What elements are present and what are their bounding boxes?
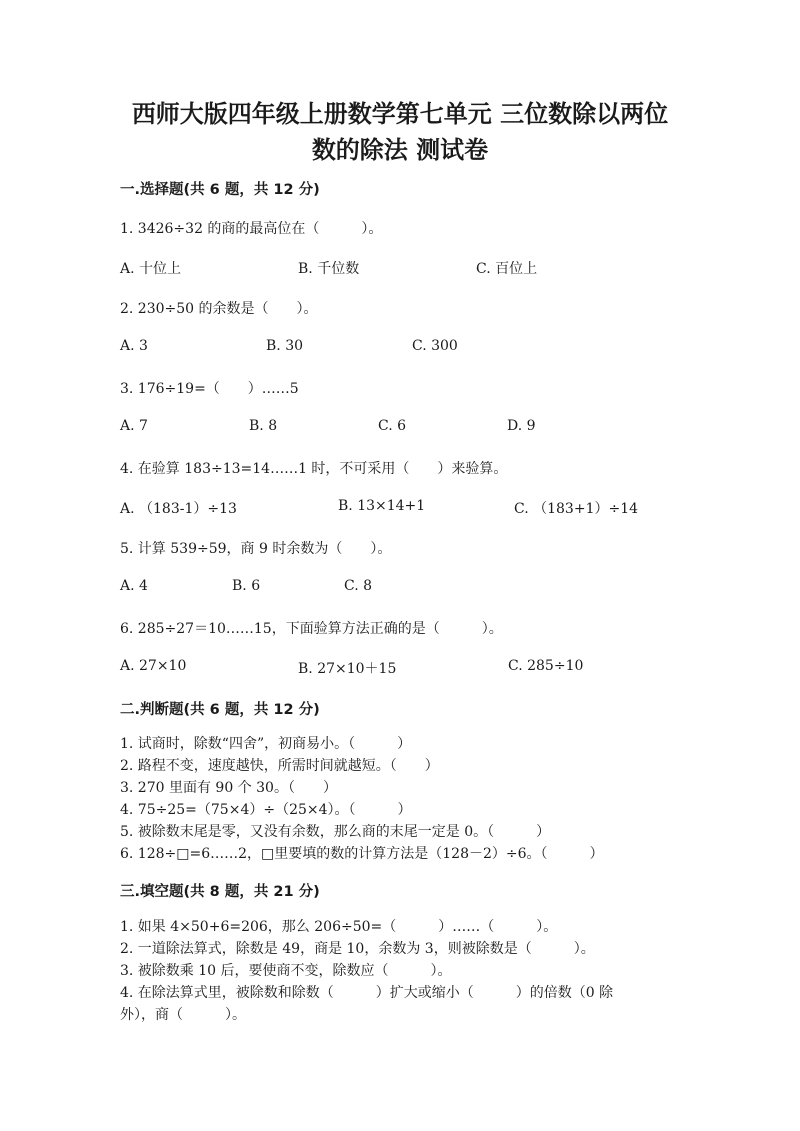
true-false-item: 4. 75÷25=（75×4）÷（25×4）。（ ） [120, 802, 412, 818]
option-b[interactable]: B. 千位数 [298, 261, 360, 277]
true-false-item: 3. 270 里面有 90 个 30。（ ） [120, 780, 337, 796]
question-stem: 2. 230÷50 的余数是（ ）。 [120, 301, 318, 317]
option-a[interactable]: A. 7 [120, 418, 148, 434]
true-false-item: 1. 试商时，除数“四舍”，初商易小。（ ） [120, 736, 412, 752]
true-false-item: 6. 128÷□=6……2，□里要填的数的计算方法是（128－2）÷6。（ ） [120, 846, 604, 862]
option-a[interactable]: A. 3 [120, 338, 148, 354]
question-stem: 4. 在验算 183÷13=14……1 时，不可采用（ ）来验算。 [120, 461, 508, 477]
option-c[interactable]: C. 6 [378, 418, 407, 434]
true-false-item: 2. 路程不变，速度越快，所需时间就越短。（ ） [120, 758, 439, 774]
option-a[interactable]: A. 十位上 [120, 261, 182, 277]
fill-in-item: 4. 在除法算式里，被除数和除数（ ）扩大或缩小（ ）的倍数（0 除 [120, 985, 614, 1001]
option-c[interactable]: C. 285÷10 [508, 658, 584, 674]
question-stem: 6. 285÷27＝10……15，下面验算方法正确的是（ ）。 [120, 621, 503, 637]
fill-in-item-continued: 外），商（ ）。 [120, 1007, 246, 1023]
option-b[interactable]: B. 30 [266, 338, 304, 354]
question-stem: 1. 3426÷32 的商的最高位在（ ）。 [120, 221, 383, 237]
option-c[interactable]: C. 300 [412, 338, 458, 354]
option-c[interactable]: C. 百位上 [476, 261, 538, 277]
title-line-1: 西师大版四年级上册数学第七单元 三位数除以两位 [131, 100, 669, 128]
option-c[interactable]: C. （183+1）÷14 [514, 501, 639, 517]
true-false-item: 5. 被除数末尾是零，又没有余数，那么商的末尾一定是 0。（ ） [120, 824, 551, 840]
fill-in-item: 3. 被除数乘 10 后，要使商不变，除数应（ ）。 [120, 963, 452, 979]
section-heading-fill-in: 三.填空题(共 8 题，共 21 分) [120, 884, 320, 900]
option-b[interactable]: B. 27×10＋15 [298, 661, 397, 677]
section-heading-choice: 一.选择题(共 6 题，共 12 分) [120, 182, 320, 198]
option-b[interactable]: B. 8 [249, 418, 278, 434]
option-a[interactable]: A. （183-1）÷13 [120, 501, 237, 517]
option-a[interactable]: A. 27×10 [120, 658, 187, 674]
option-c[interactable]: C. 8 [344, 578, 373, 594]
section-heading-true-false: 二.判断题(共 6 题，共 12 分) [120, 702, 320, 718]
option-a[interactable]: A. 4 [120, 578, 148, 594]
option-b[interactable]: B. 6 [232, 578, 261, 594]
question-stem: 5. 计算 539÷59，商 9 时余数为（ ）。 [120, 541, 392, 557]
question-stem: 3. 176÷19=（ ）……5 [120, 381, 299, 397]
option-d[interactable]: D. 9 [507, 418, 536, 434]
fill-in-item: 1. 如果 4×50+6=206，那么 206÷50=（ ）……（ ）。 [120, 919, 558, 935]
title-line-2: 数的除法 测试卷 [311, 136, 489, 164]
fill-in-item: 2. 一道除法算式，除数是 49，商是 10，余数为 3，则被除数是（ ）。 [120, 941, 595, 957]
option-b[interactable]: B. 13×14+1 [338, 498, 426, 514]
page-title [60, 96, 740, 168]
